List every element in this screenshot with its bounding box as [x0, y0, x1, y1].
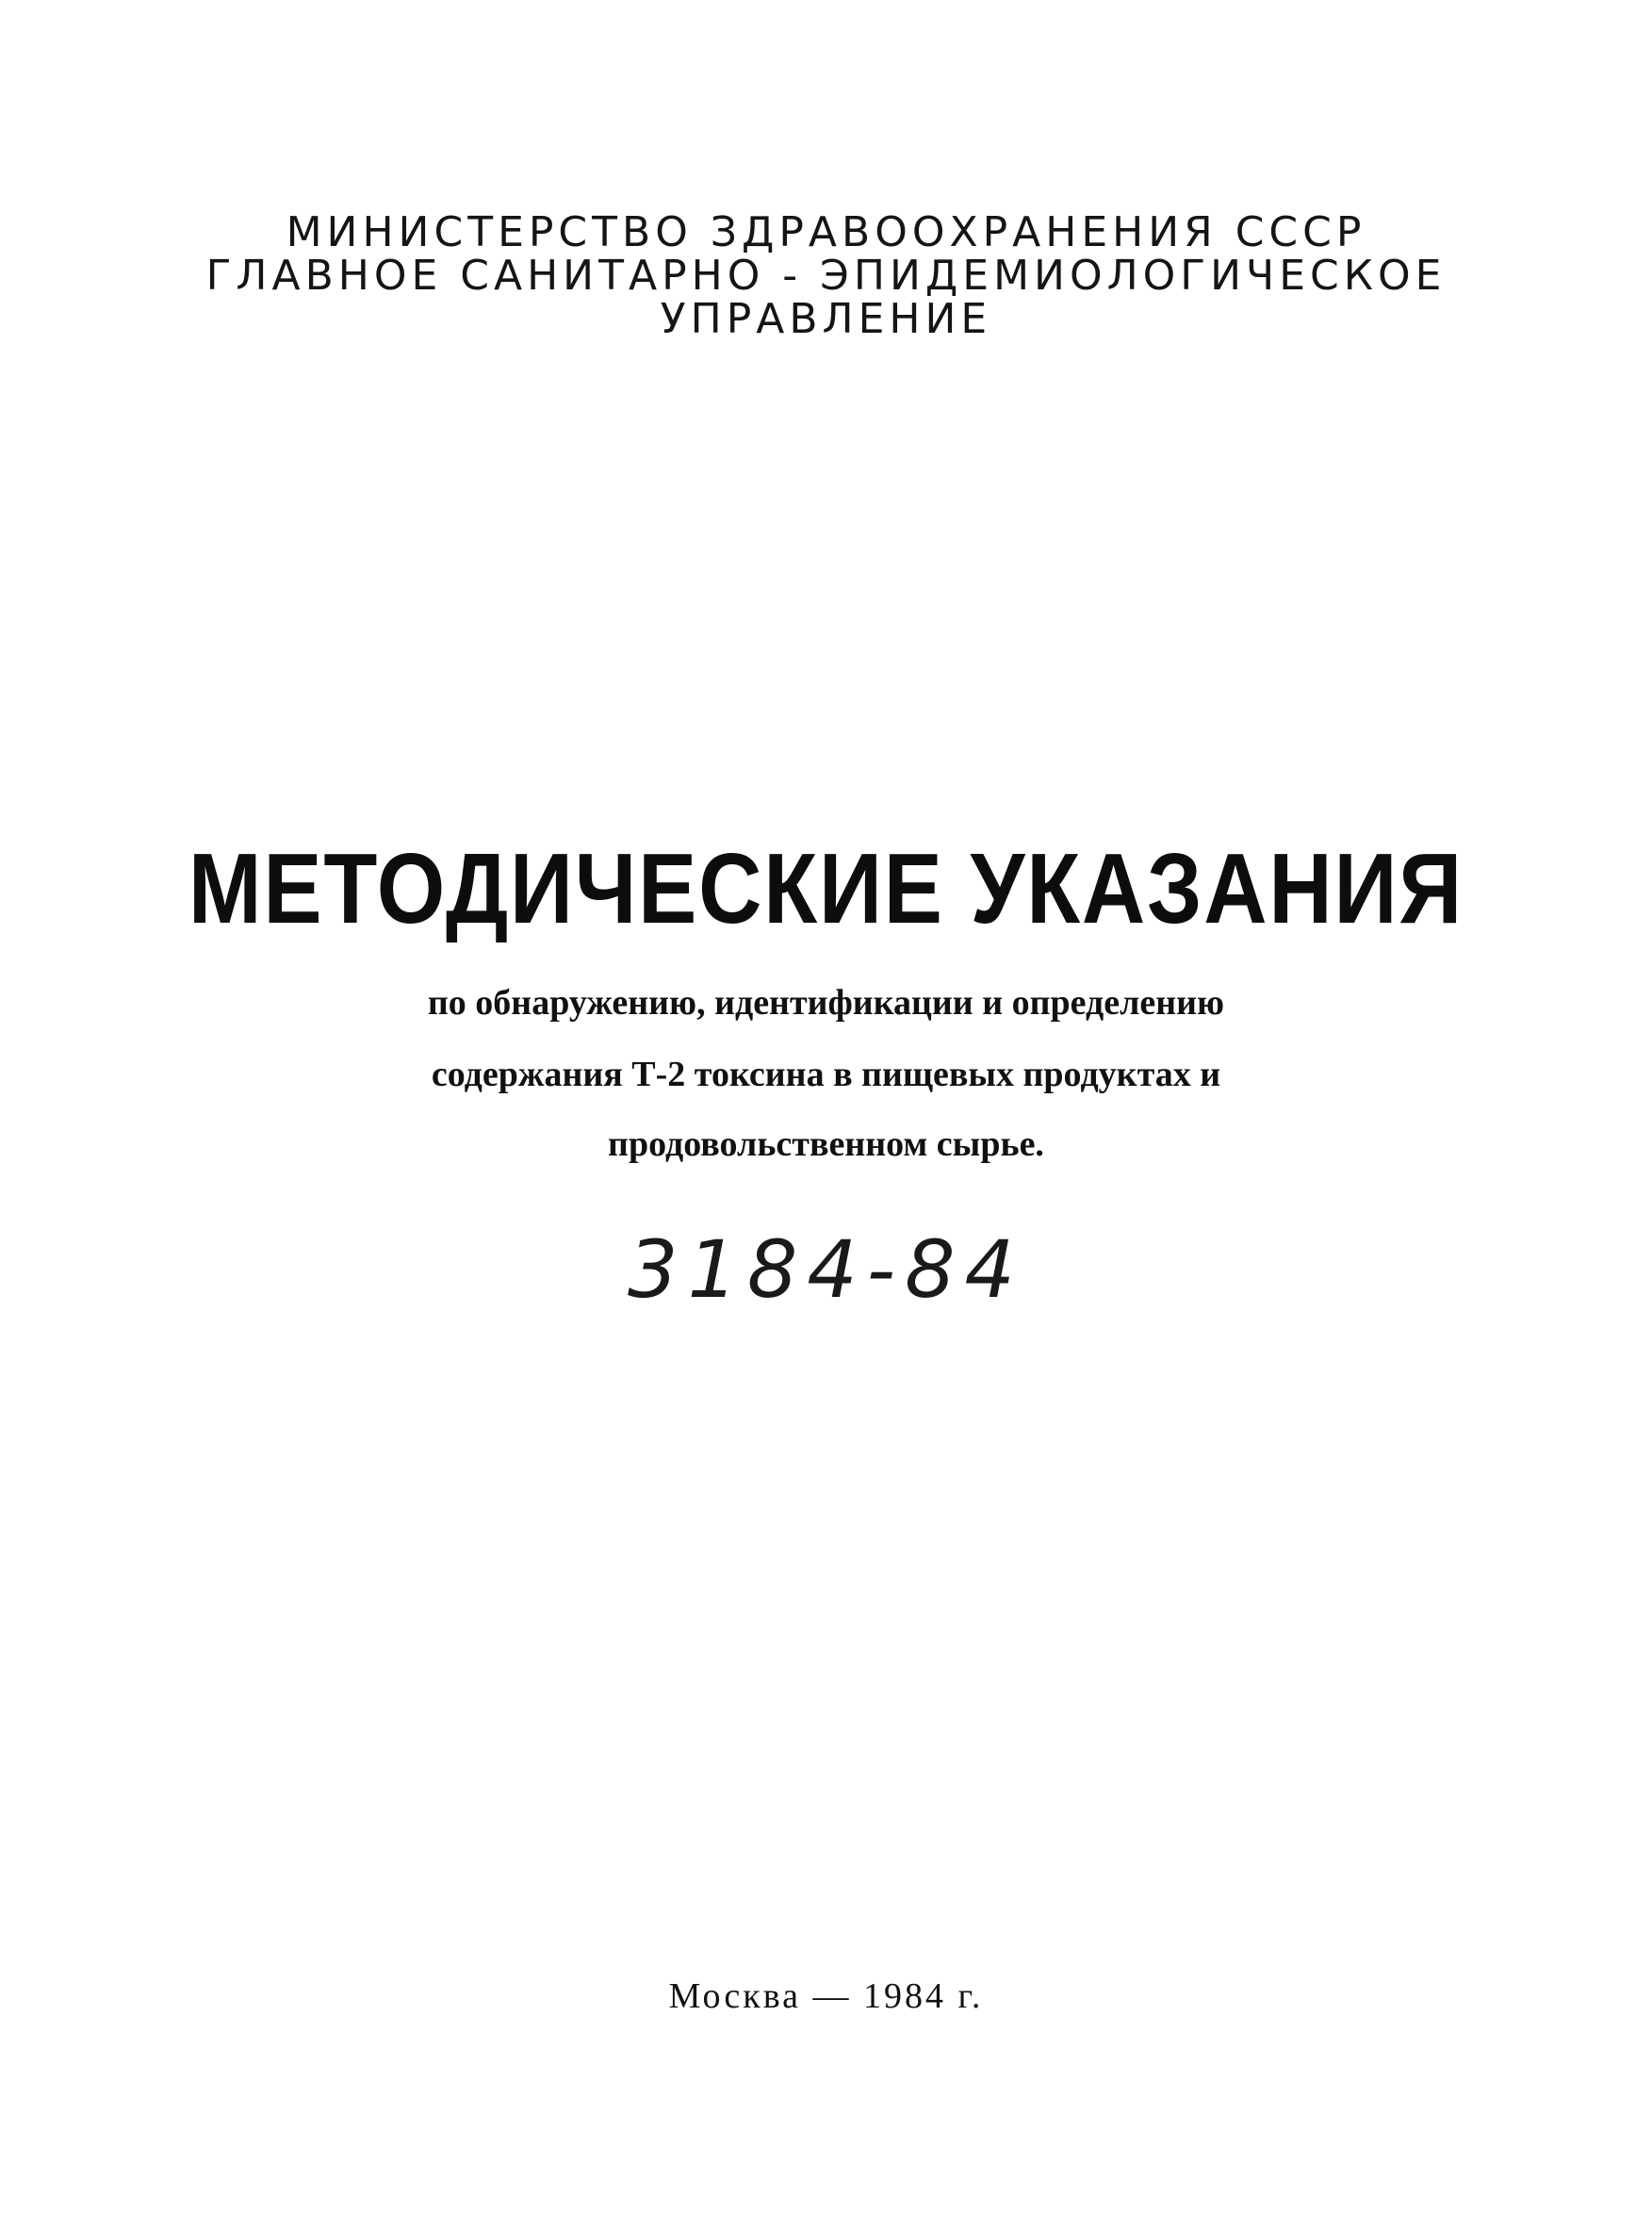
- handwritten-document-number: 3184-84: [628, 1223, 1024, 1316]
- issuer-line-department: УПРАВЛЕНИЕ: [660, 295, 992, 343]
- issuer-line-directorate: ГЛАВНОЕ САНИТАРНО - ЭПИДЕМИОЛОГИЧЕСКОЕ: [205, 252, 1447, 300]
- issuer-line-ministry: МИНИСТЕРСТВО ЗДРАВООХРАНЕНИЯ СССР: [286, 208, 1366, 256]
- document-title: МЕТОДИЧЕСКИЕ УКАЗАНИЯ: [188, 833, 1464, 944]
- publication-place-year: Москва — 1984 г.: [668, 1976, 984, 2016]
- subtitle-line-1: по обнаружению, идентификации и определению: [427, 983, 1225, 1023]
- subtitle-line-2: содержания Т-2 токсина в пищевых продуктах и: [431, 1055, 1221, 1094]
- subtitle-line-3: продовольственном сырье.: [608, 1124, 1044, 1164]
